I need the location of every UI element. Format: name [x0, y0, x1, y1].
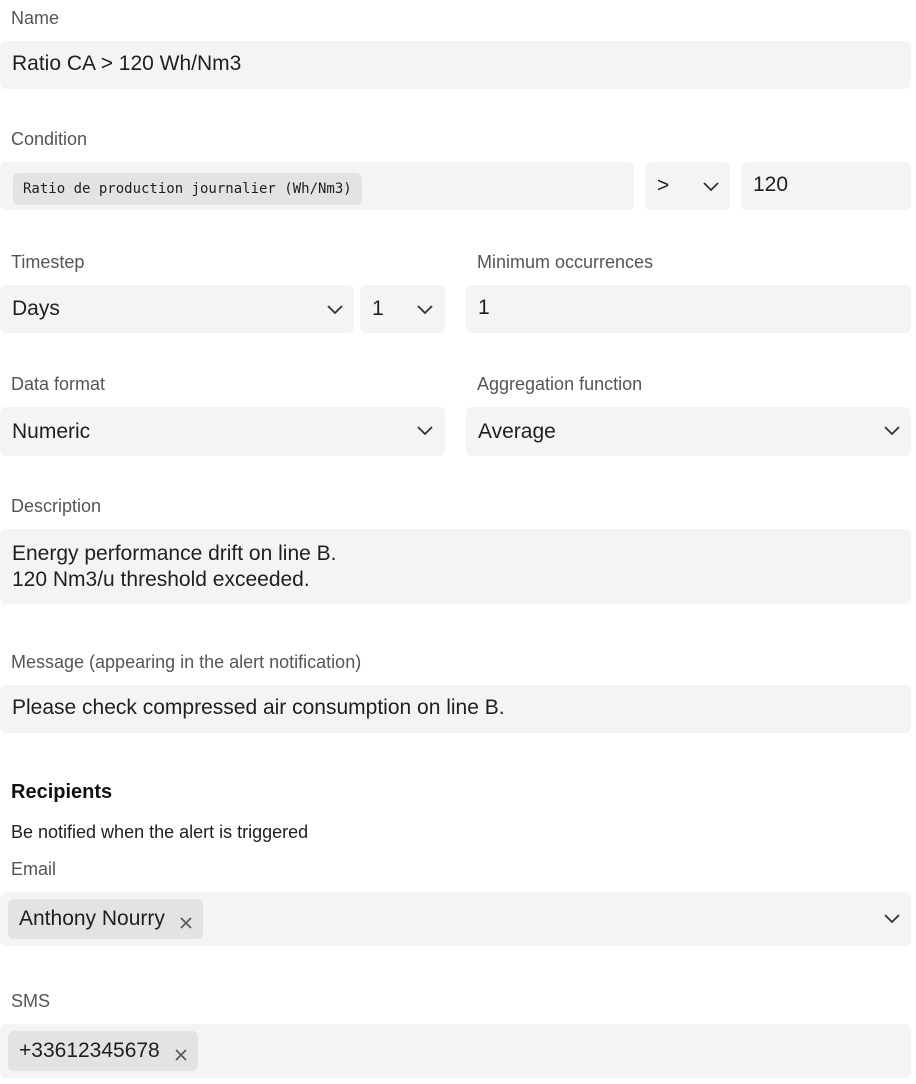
- data-format-value: Numeric: [12, 420, 91, 443]
- description-textarea[interactable]: [0, 529, 911, 604]
- aggregation-value: Average: [478, 420, 556, 443]
- chevron-down-icon[interactable]: [884, 914, 900, 924]
- condition-label: Condition: [11, 129, 88, 149]
- sms-recipients-select[interactable]: [0, 1024, 911, 1078]
- email-recipient-chip: [8, 899, 203, 939]
- operator-select[interactable]: [645, 162, 730, 210]
- chevron-down-icon: [327, 305, 343, 315]
- chevron-down-icon: [884, 426, 900, 436]
- description-line: 120 Nm3/u threshold exceeded.: [12, 568, 310, 591]
- data-format-label: Data format: [11, 374, 106, 394]
- name-input[interactable]: [0, 41, 911, 89]
- email-recipients-select[interactable]: [0, 892, 911, 946]
- timestep-unit-select[interactable]: [0, 285, 354, 333]
- min-occurrences-input[interactable]: [466, 285, 911, 333]
- close-icon[interactable]: [174, 1044, 188, 1058]
- min-occurrences-label: Minimum occurrences: [477, 252, 654, 272]
- chevron-down-icon: [703, 182, 719, 192]
- email-recipient-name: Anthony Nourry: [19, 907, 165, 930]
- timestep-label: Timestep: [11, 252, 85, 272]
- description-line: Energy performance drift on line B.: [12, 542, 337, 565]
- description-label: Description: [11, 496, 102, 516]
- message-value: Please check compressed air consumption on line B.: [12, 696, 505, 719]
- sms-label: SMS: [11, 991, 51, 1011]
- email-label: Email: [11, 859, 57, 879]
- metric-chip: Ratio de production journalier (Wh/Nm3): [13, 173, 362, 205]
- condition-metric-field[interactable]: [0, 162, 634, 210]
- name-label: Name: [11, 8, 60, 28]
- timestep-count-select[interactable]: [360, 285, 445, 333]
- chevron-down-icon: [417, 305, 433, 315]
- min-occurrences-value: 1: [478, 296, 490, 319]
- chevron-down-icon: [417, 426, 433, 436]
- aggregation-label: Aggregation function: [477, 374, 643, 394]
- sms-recipient-number: +33612345678: [19, 1039, 160, 1062]
- threshold-input[interactable]: [741, 162, 911, 210]
- threshold-value: 120: [753, 173, 789, 196]
- message-label: Message (appearing in the alert notification): [11, 652, 362, 672]
- recipients-subtitle: Be notified when the alert is triggered: [11, 822, 309, 842]
- close-icon[interactable]: [179, 912, 193, 926]
- sms-recipient-chip: [8, 1031, 198, 1071]
- description-text: [12, 541, 337, 593]
- recipients-title: Recipients: [11, 781, 113, 803]
- message-input[interactable]: [0, 685, 911, 733]
- name-input-value: Ratio CA > 120 Wh/Nm3: [12, 52, 242, 75]
- aggregation-select[interactable]: [466, 407, 911, 456]
- operator-value: >: [657, 174, 670, 197]
- data-format-select[interactable]: [0, 407, 445, 456]
- timestep-unit-value: Days: [12, 297, 60, 320]
- timestep-count-value: 1: [372, 297, 384, 320]
